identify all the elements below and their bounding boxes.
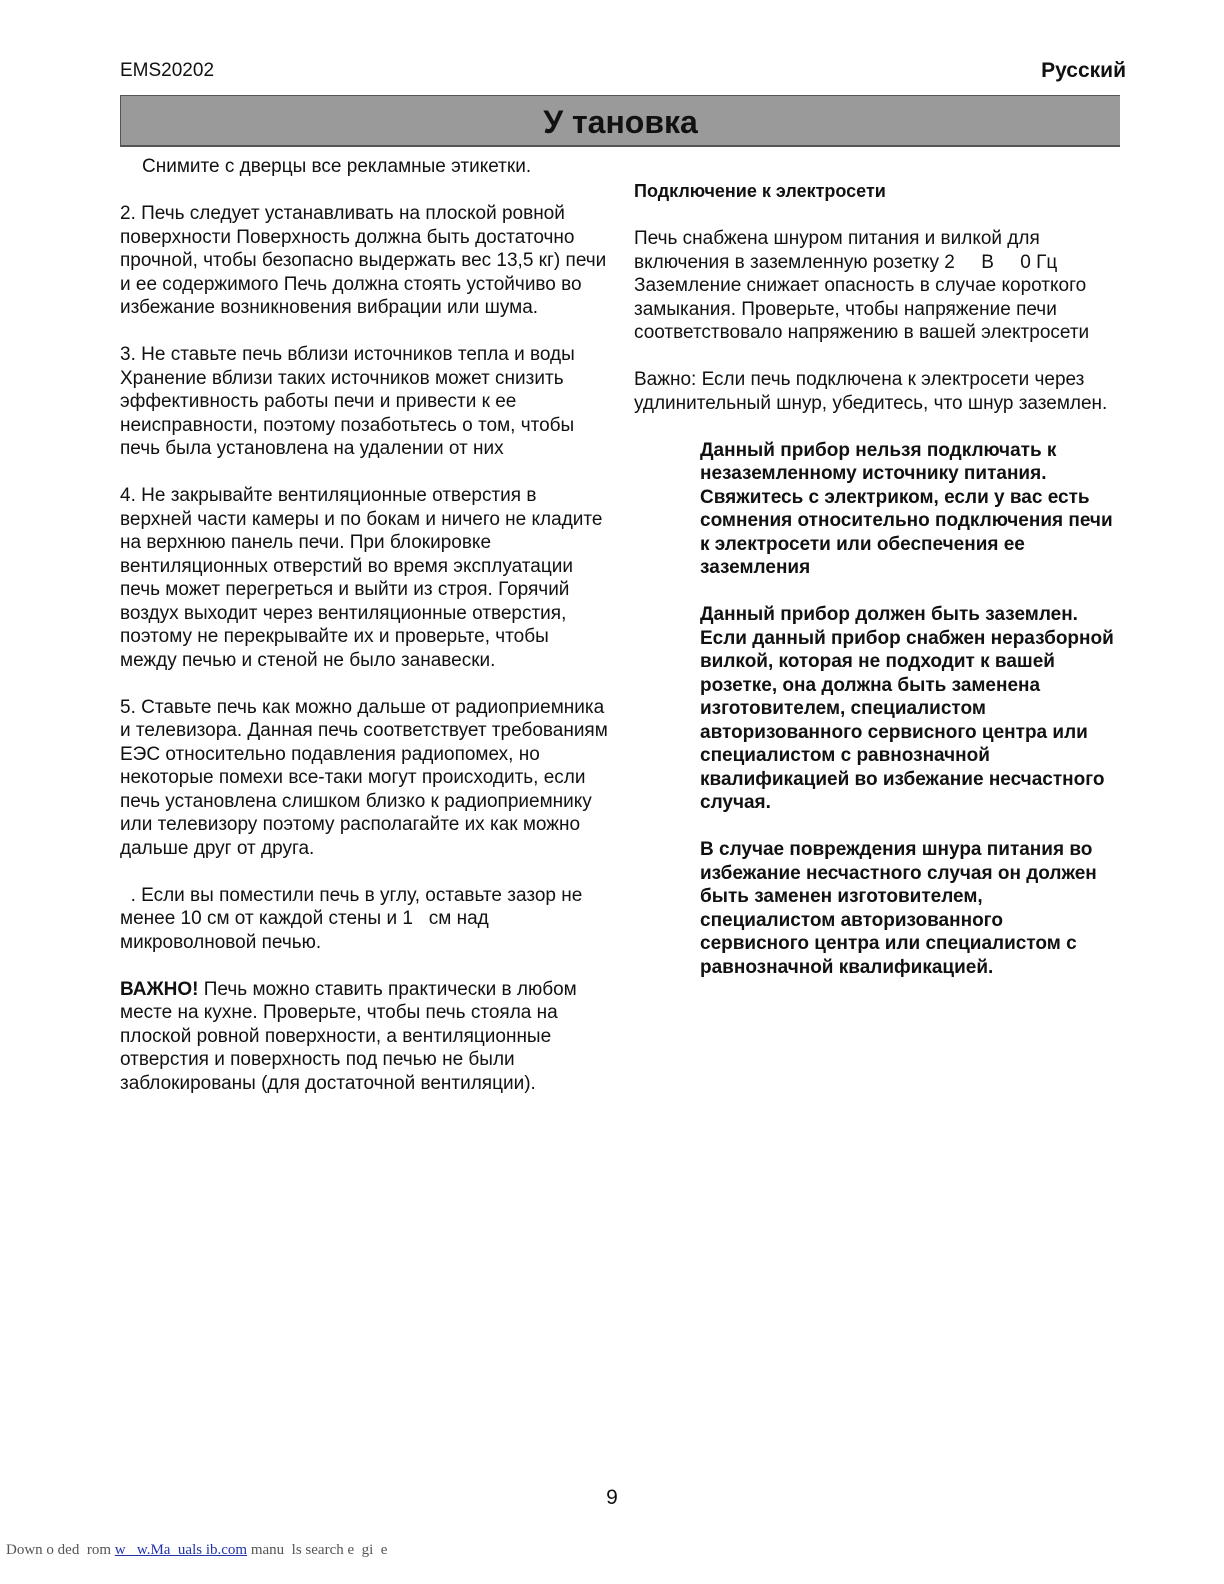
important-text: Печь можно ставить практически в любом месте на кухне. Проверьте, чтобы печь стояла на плоской ровной поверхности, а вентиляционные отверстия и поверхность под печью не были заблокированы (для достаточной вентиляции). <box>120 978 577 1094</box>
paragraph-2: 2. Печь следует устанавливать на плоской ровной поверхности Поверхность должна быть достаточно прочной, чтобы безопасно выдержать вес 13,5 кг) печи и ее содержимого Печь должна стоять устойчиво во избежание возникновения вибрации или шума. <box>120 203 607 318</box>
warning-2: Данный прибор должен быть заземлен. Если данный прибор снабжен неразборной вилкой, которая не подходит к вашей розетке, она должна быть заменена изготовителем, специалистом авторизованного сервисного центра или специалистом с равнозначной квалификацией во избежание несчастного случая. <box>700 604 1114 813</box>
left-column <box>120 155 610 1119</box>
page-number: 9 <box>606 1486 618 1509</box>
important-label: ВАЖНО! <box>120 978 199 1000</box>
paragraph-5: 5. Ставьте печь как можно дальше от радиоприемника и телевизора. Данная печь соответствует требованиям ЕЭС относительно подавления радиопомех, но некоторые помехи все-таки могут происходить, если печь установлена слишком близко к радиоприемнику или телевизору поэтому располагайте их как можно дальше друг от друга. <box>120 696 608 859</box>
paragraph-3: 3. Не ставьте печь вблизи источников тепла и воды Хранение вблизи таких источников может снизить эффективность работы печи и привести к ее неисправности, поэтому позаботьтесь о том, чтобы печь была установлена на удалении от них <box>120 344 575 459</box>
right-column <box>634 180 1114 1003</box>
download-footer <box>6 1542 387 1559</box>
footer-suffix: manu ls search e gi e <box>247 1542 388 1558</box>
paragraph-1: Снимите с дверцы все рекламные этикетки. <box>142 156 532 177</box>
warning-3: В случае повреждения шнура питания во избежание несчастного случая он должен быть заменен изготовителем, специалистом авторизованного сервисного центра или специалистом с равнозначной квалификацией. <box>700 839 1097 978</box>
power-paragraph-2: Важно: Если печь подключена к электросети через удлинительный шнур, убедитесь, что шнур заземлен. <box>634 369 1108 414</box>
power-connection-heading: Подключение к электросети <box>634 181 886 201</box>
important-note <box>120 978 610 1096</box>
model-number: EMS20202 <box>120 60 215 81</box>
footer-prefix: Down o ded rom <box>6 1542 115 1558</box>
paragraph-6: . Если вы поместили печь в углу, оставьте зазор не менее 10 см от каждой стены и 1 см над микроволновой печью. <box>120 884 588 953</box>
page-title: У тановка <box>543 104 698 140</box>
warning-1: Данный прибор нельзя подключать к незаземленному источнику питания. Свяжитесь с электриком, если у вас есть сомнения относительно подключения печи к электросети или обеспечения ее заземления <box>700 439 1113 578</box>
paragraph-4: 4. Не закрывайте вентиляционные отверстия в верхней части камеры и по бокам и ничего не кладите на верхнюю панель печи. При блокировке вентиляционных отверстий во время эксплуатации печь может перегреться и выйти из строя. Горячий воздух выходит через вентиляционные отверстия, поэтому не перекрывайте их и проверьте, чтобы между печью и стеной не было занавески. <box>120 485 603 671</box>
language-label: Русский <box>1041 59 1126 82</box>
section-title-bar <box>120 95 1120 147</box>
power-paragraph-1: Печь снабжена шнуром питания и вилкой для включения в заземленную розетку 2 В 0 Гц Заземление снижает опасность в случае короткого замыкания. Проверьте, чтобы напряжение печи соответствовало напряжению в вашей электросети <box>634 228 1092 343</box>
footer-link[interactable]: w w.Ma uals ib.com <box>114 1542 248 1558</box>
